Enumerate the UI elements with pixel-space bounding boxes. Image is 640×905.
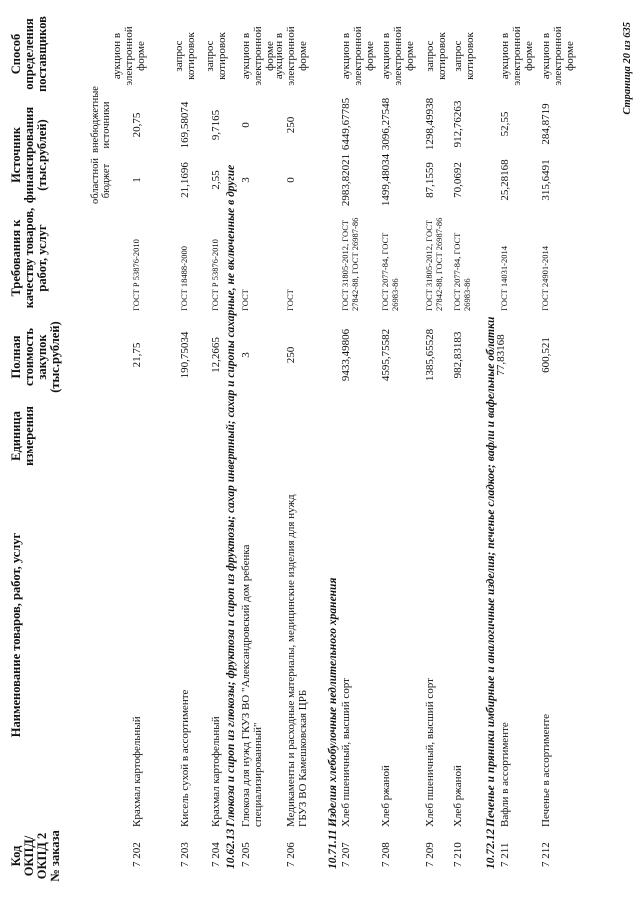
row-name: Хлеб ржаной bbox=[380, 765, 392, 827]
row-method: аукцион в электронной форме bbox=[540, 26, 576, 86]
row-method: запрос котировок bbox=[424, 32, 448, 80]
row-name: Крахмал картофельный bbox=[210, 716, 222, 827]
row-requirements: ГОСТ 31805-2012, ГОСТ 27842-88, ГОСТ 26987-86 bbox=[340, 217, 360, 311]
row-method: аукцион в электронной форме bbox=[273, 26, 309, 86]
row-method: аукцион в электронной форме bbox=[380, 26, 416, 86]
section-title: Изделия хлебобулочные недлительного хранения bbox=[327, 577, 339, 827]
row-number: 7 210 bbox=[452, 842, 464, 867]
row-requirements: ГОСТ 31805-2012, ГОСТ 27842-88, ГОСТ 26987-86 bbox=[424, 217, 444, 311]
section-code: 10.71.11 bbox=[327, 829, 339, 869]
row-cost: 982,83183 bbox=[452, 331, 464, 379]
row-cost: 600,521 bbox=[540, 337, 552, 373]
row-funding-regional: 70,0692 bbox=[452, 162, 464, 198]
row-cost: 9433,49806 bbox=[340, 328, 352, 382]
row-requirements: ГОСТ 14031-2014 bbox=[499, 245, 509, 311]
row-number: 7 205 bbox=[240, 842, 252, 867]
row-funding-extra: 3096,27548 bbox=[380, 97, 392, 151]
row-cost: 3 bbox=[240, 352, 252, 358]
row-name: Хлеб пшеничный, высший сорт bbox=[424, 678, 436, 827]
header-funding-regional: областной бюджет bbox=[90, 158, 112, 204]
row-name: Вафли в ассортименте bbox=[499, 722, 511, 827]
row-funding-extra: 912,76263 bbox=[452, 100, 464, 148]
row-number: 7 206 bbox=[285, 842, 297, 867]
section-title: Глюкоза и сироп из глюкозы; фруктоза и сироп из фруктозы; сахар инвертный; сахар и сиропы сахарные, не включенные в другие bbox=[225, 164, 237, 827]
header-name: Наименование товаров, работ, услуг bbox=[9, 532, 23, 738]
row-number: 7 209 bbox=[424, 842, 436, 867]
row-funding-extra: 250 bbox=[285, 116, 297, 134]
row-number: 7 202 bbox=[131, 842, 143, 867]
row-funding-regional: 1 bbox=[131, 177, 143, 183]
row-number: 7 208 bbox=[380, 842, 392, 867]
row-funding-extra: 169,58074 bbox=[179, 101, 191, 149]
row-funding-regional: 315,6491 bbox=[540, 159, 552, 201]
row-funding-regional: 87,1559 bbox=[424, 162, 436, 198]
row-funding-regional: 1499,48034 bbox=[380, 153, 392, 207]
row-requirements: ГОСТ Р 53876-2010 bbox=[210, 239, 220, 311]
row-funding-extra: 20,75 bbox=[131, 112, 143, 138]
row-number: 7 204 bbox=[210, 842, 222, 867]
row-requirements: ГОСТ 2077-84, ГОСТ 26983-86 bbox=[452, 232, 472, 311]
row-cost: 4595,75582 bbox=[380, 328, 392, 382]
row-funding-regional: 21,1696 bbox=[179, 162, 191, 198]
row-name: Глюкоза для нужд ГКУЗ ВО "Александровский дом ребенка специализированный" bbox=[240, 544, 264, 827]
row-method: запрос котировок bbox=[204, 32, 228, 80]
row-method: запрос котировок bbox=[452, 32, 476, 80]
header-unit: Единица измерения bbox=[9, 406, 36, 466]
row-name: Хлеб пшеничный, высший сорт bbox=[340, 678, 352, 827]
header-method: Способ определения поставщиков bbox=[9, 16, 49, 92]
row-requirements: ГОСТ 2077-84, ГОСТ 26983-86 bbox=[380, 232, 400, 311]
section-code: 10.72.12 bbox=[485, 828, 497, 869]
row-name: Крахмал картофельный bbox=[131, 716, 143, 827]
header-cost: Полная стоимость закупок (тыс.рублей) bbox=[9, 321, 62, 393]
row-name: Кисель сухой в ассортименте bbox=[179, 689, 191, 827]
row-number: 7 212 bbox=[540, 842, 552, 867]
row-funding-extra: 9,7165 bbox=[210, 109, 222, 141]
row-funding-extra: 284,8719 bbox=[540, 103, 552, 145]
row-funding-regional: 25,28168 bbox=[499, 159, 511, 201]
row-requirements: ГОСТ bbox=[285, 289, 295, 311]
row-name: Медикаменты и расходные материалы, медицинские изделия для нужд ГБУЗ ВО Камешковская ЦРБ bbox=[285, 494, 309, 827]
row-cost: 250 bbox=[285, 346, 297, 364]
row-requirements: ГОСТ 24901-2014 bbox=[540, 245, 550, 311]
header-funding-extra: внебюджетные источники bbox=[90, 86, 112, 153]
header-requirements: Требования к качеству товаров, работ, услуг bbox=[9, 207, 49, 309]
row-funding-extra: 0 bbox=[240, 122, 252, 128]
row-cost: 1385,65528 bbox=[424, 328, 436, 382]
row-number: 7 207 bbox=[340, 842, 352, 867]
row-funding-extra: 1298,49938 bbox=[424, 97, 436, 151]
row-cost: 77,83168 bbox=[495, 334, 507, 376]
row-method: аукцион в электронной форме bbox=[111, 26, 147, 86]
row-cost: 21,75 bbox=[131, 342, 143, 368]
row-funding-extra: 52,55 bbox=[499, 111, 511, 137]
row-cost: 12,2665 bbox=[210, 337, 222, 373]
page-number: Страница 20 из 635 bbox=[622, 22, 633, 115]
row-requirements: ГОСТ 18488-2000 bbox=[179, 245, 189, 311]
row-funding-regional: 0 bbox=[285, 177, 297, 183]
section-title: Печенье и пряники имбирные и аналогичные изделия; печенье сладкое; вафли и вафельные облатки bbox=[485, 316, 497, 827]
row-number: 7 203 bbox=[179, 842, 191, 867]
section-code: 10.62.13 bbox=[225, 828, 237, 869]
row-method: аукцион в электронной форме bbox=[340, 26, 376, 86]
row-funding-regional: 3 bbox=[240, 177, 252, 183]
row-name: Печенье в ассортименте bbox=[540, 713, 552, 827]
row-requirements: ГОСТ bbox=[240, 289, 250, 311]
row-cost: 190,75034 bbox=[179, 331, 191, 379]
row-method: аукцион в электронной форме bbox=[499, 26, 535, 86]
row-funding-regional: 2983,82021 bbox=[340, 153, 352, 207]
row-funding-regional: 2,55 bbox=[210, 170, 222, 190]
row-name: Хлеб ржаной bbox=[452, 765, 464, 827]
row-funding-extra: 6449,67785 bbox=[340, 97, 352, 151]
row-method: запрос котировок bbox=[173, 32, 197, 80]
row-number: 7 211 bbox=[499, 842, 511, 867]
row-requirements: ГОСТ Р 53876-2010 bbox=[131, 239, 141, 311]
header-code: Код ОКПД/ ОКПД 2 № заказа bbox=[9, 830, 62, 882]
row-method: аукцион в электронной форме bbox=[240, 26, 276, 86]
header-funding: Источник финансирования (тыс.рублей) bbox=[9, 106, 49, 204]
